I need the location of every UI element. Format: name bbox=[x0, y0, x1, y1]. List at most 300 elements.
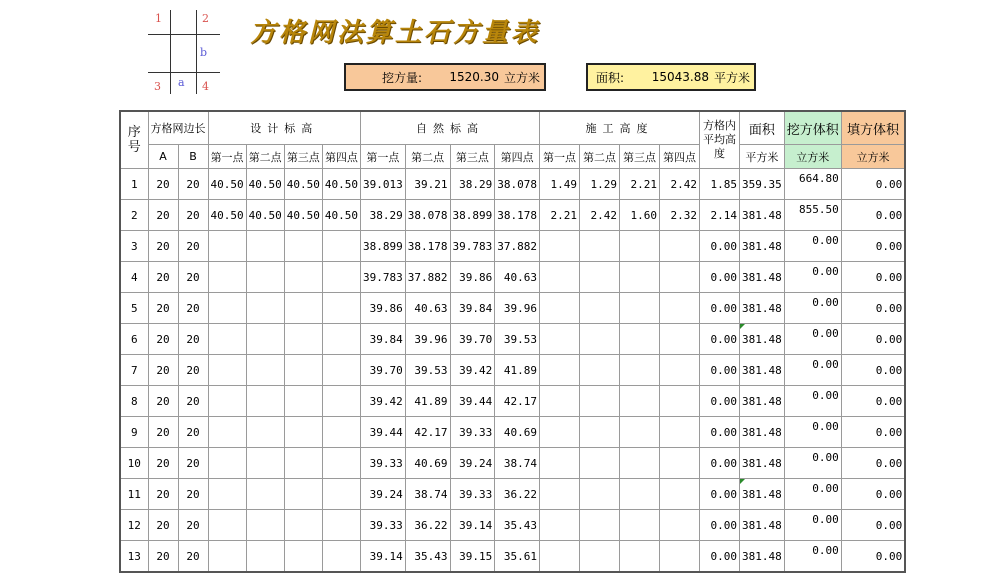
fill-volume-cell[interactable]: 0.00 bbox=[841, 448, 905, 479]
natural-elevation-cell[interactable]: 40.69 bbox=[495, 417, 540, 448]
design-elevation-cell[interactable] bbox=[322, 293, 360, 324]
side-a-cell[interactable]: 20 bbox=[148, 262, 178, 293]
construction-height-cell[interactable]: 2.21 bbox=[540, 200, 580, 231]
diagram-label-b: b bbox=[200, 46, 208, 59]
construction-height-cell[interactable] bbox=[580, 510, 620, 541]
diagram-hline-1 bbox=[148, 34, 220, 35]
construction-height-cell[interactable] bbox=[540, 479, 580, 510]
natural-elevation-cell[interactable]: 35.61 bbox=[495, 541, 540, 573]
construction-height-cell[interactable]: 2.32 bbox=[660, 200, 700, 231]
avg-height-cell[interactable]: 0.00 bbox=[700, 231, 740, 262]
avg-height-cell[interactable]: 0.00 bbox=[700, 541, 740, 573]
natural-elevation-cell[interactable]: 38.29 bbox=[450, 169, 495, 200]
avg-height-cell[interactable]: 0.00 bbox=[700, 324, 740, 355]
construction-height-cell[interactable] bbox=[660, 510, 700, 541]
header-design-p3: 第三点 bbox=[284, 145, 322, 169]
area-cell[interactable]: 381.48 bbox=[740, 324, 785, 355]
seq-cell[interactable]: 1 bbox=[120, 169, 148, 200]
cut-volume-cell[interactable]: 664.80 bbox=[784, 169, 841, 200]
design-elevation-cell[interactable] bbox=[208, 355, 246, 386]
natural-elevation-cell[interactable]: 39.14 bbox=[361, 541, 406, 573]
avg-height-cell[interactable]: 0.00 bbox=[700, 417, 740, 448]
design-elevation-cell[interactable] bbox=[284, 324, 322, 355]
construction-height-cell[interactable] bbox=[540, 541, 580, 573]
header-construction-p4: 第四点 bbox=[660, 145, 700, 169]
natural-elevation-cell[interactable]: 39.70 bbox=[361, 355, 406, 386]
cut-unit: 立方米 bbox=[503, 70, 540, 85]
design-elevation-cell[interactable] bbox=[246, 541, 284, 573]
construction-height-cell[interactable] bbox=[660, 324, 700, 355]
area-cell[interactable]: 381.48 bbox=[740, 293, 785, 324]
side-b-cell[interactable]: 20 bbox=[178, 324, 208, 355]
header-cut-unit: 立方米 bbox=[784, 145, 841, 169]
cut-volume-cell[interactable]: 0.00 bbox=[784, 448, 841, 479]
cut-value: 1520.30 bbox=[449, 70, 499, 84]
natural-elevation-cell[interactable]: 39.24 bbox=[361, 479, 406, 510]
area-cell[interactable]: 381.48 bbox=[740, 479, 785, 510]
side-a-cell[interactable]: 20 bbox=[148, 355, 178, 386]
design-elevation-cell[interactable] bbox=[322, 417, 360, 448]
construction-height-cell[interactable] bbox=[620, 324, 660, 355]
seq-cell[interactable]: 13 bbox=[120, 541, 148, 573]
design-elevation-cell[interactable] bbox=[208, 417, 246, 448]
design-elevation-cell[interactable] bbox=[246, 324, 284, 355]
fill-volume-cell[interactable]: 0.00 bbox=[841, 324, 905, 355]
construction-height-cell[interactable] bbox=[580, 448, 620, 479]
side-a-cell[interactable]: 20 bbox=[148, 448, 178, 479]
construction-height-cell[interactable]: 1.29 bbox=[580, 169, 620, 200]
table-row bbox=[120, 541, 905, 573]
seq-cell[interactable]: 10 bbox=[120, 448, 148, 479]
area-unit: 平方米 bbox=[713, 70, 750, 85]
seq-cell[interactable]: 5 bbox=[120, 293, 148, 324]
table-row bbox=[120, 510, 905, 541]
design-elevation-cell[interactable]: 40.50 bbox=[208, 169, 246, 200]
design-elevation-cell[interactable] bbox=[322, 541, 360, 573]
construction-height-cell[interactable] bbox=[660, 386, 700, 417]
natural-elevation-cell[interactable]: 39.33 bbox=[450, 479, 495, 510]
construction-height-cell[interactable] bbox=[580, 324, 620, 355]
side-a-cell[interactable]: 20 bbox=[148, 200, 178, 231]
natural-elevation-cell[interactable]: 40.63 bbox=[405, 293, 450, 324]
fill-volume-cell[interactable]: 0.00 bbox=[841, 417, 905, 448]
area-cell[interactable]: 359.35 bbox=[740, 169, 785, 200]
side-a-cell[interactable]: 20 bbox=[148, 386, 178, 417]
design-elevation-cell[interactable]: 40.50 bbox=[322, 200, 360, 231]
side-b-cell[interactable]: 20 bbox=[178, 169, 208, 200]
natural-elevation-cell[interactable]: 39.783 bbox=[361, 262, 406, 293]
natural-elevation-cell[interactable]: 39.21 bbox=[405, 169, 450, 200]
design-elevation-cell[interactable] bbox=[246, 448, 284, 479]
area-cell[interactable]: 381.48 bbox=[740, 448, 785, 479]
seq-cell[interactable]: 11 bbox=[120, 479, 148, 510]
construction-height-cell[interactable] bbox=[540, 448, 580, 479]
natural-elevation-cell[interactable]: 36.22 bbox=[405, 510, 450, 541]
area-cell[interactable]: 381.48 bbox=[740, 386, 785, 417]
area-cell[interactable]: 381.48 bbox=[740, 200, 785, 231]
design-elevation-cell[interactable] bbox=[208, 448, 246, 479]
construction-height-cell[interactable] bbox=[660, 293, 700, 324]
side-b-cell[interactable]: 20 bbox=[178, 541, 208, 573]
construction-height-cell[interactable] bbox=[540, 324, 580, 355]
design-elevation-cell[interactable] bbox=[246, 417, 284, 448]
area-summary-box bbox=[586, 63, 756, 91]
avg-height-cell[interactable]: 2.14 bbox=[700, 200, 740, 231]
construction-height-cell[interactable] bbox=[620, 262, 660, 293]
natural-elevation-cell[interactable]: 39.84 bbox=[361, 324, 406, 355]
construction-height-cell[interactable] bbox=[580, 479, 620, 510]
natural-elevation-cell[interactable]: 39.24 bbox=[450, 448, 495, 479]
header-fill-volume: 填方体积 bbox=[841, 111, 905, 145]
construction-height-cell[interactable] bbox=[540, 417, 580, 448]
avg-height-cell[interactable]: 0.00 bbox=[700, 355, 740, 386]
design-elevation-cell[interactable] bbox=[246, 293, 284, 324]
diagram-label-2: 2 bbox=[202, 12, 209, 25]
construction-height-cell[interactable] bbox=[620, 293, 660, 324]
area-cell[interactable]: 381.48 bbox=[740, 231, 785, 262]
table-row bbox=[120, 231, 905, 262]
table-row bbox=[120, 293, 905, 324]
cut-volume-cell[interactable]: 0.00 bbox=[784, 231, 841, 262]
header-natural-p4: 第四点 bbox=[495, 145, 540, 169]
seq-cell[interactable]: 7 bbox=[120, 355, 148, 386]
diagram-label-1: 1 bbox=[155, 12, 162, 25]
design-elevation-cell[interactable]: 40.50 bbox=[208, 200, 246, 231]
design-elevation-cell[interactable] bbox=[284, 541, 322, 573]
cut-volume-cell[interactable]: 0.00 bbox=[784, 262, 841, 293]
construction-height-cell[interactable] bbox=[620, 541, 660, 573]
design-elevation-cell[interactable] bbox=[322, 479, 360, 510]
area-cell[interactable]: 381.48 bbox=[740, 417, 785, 448]
construction-height-cell[interactable]: 1.49 bbox=[540, 169, 580, 200]
cut-summary-box bbox=[344, 63, 546, 91]
side-a-cell[interactable]: 20 bbox=[148, 510, 178, 541]
design-elevation-cell[interactable] bbox=[208, 541, 246, 573]
design-elevation-cell[interactable] bbox=[284, 448, 322, 479]
natural-elevation-cell[interactable]: 38.078 bbox=[495, 169, 540, 200]
area-cell[interactable]: 381.48 bbox=[740, 262, 785, 293]
design-elevation-cell[interactable]: 40.50 bbox=[246, 169, 284, 200]
cut-volume-cell[interactable]: 0.00 bbox=[784, 479, 841, 510]
seq-cell[interactable]: 9 bbox=[120, 417, 148, 448]
header-natural-p2: 第二点 bbox=[405, 145, 450, 169]
natural-elevation-cell[interactable]: 39.42 bbox=[361, 386, 406, 417]
natural-elevation-cell[interactable]: 39.783 bbox=[450, 231, 495, 262]
seq-cell[interactable]: 6 bbox=[120, 324, 148, 355]
avg-height-cell[interactable]: 0.00 bbox=[700, 262, 740, 293]
construction-height-cell[interactable] bbox=[620, 448, 660, 479]
natural-elevation-cell[interactable]: 39.013 bbox=[361, 169, 406, 200]
header-design-elevation: 设计标高 bbox=[208, 111, 361, 145]
construction-height-cell[interactable] bbox=[580, 293, 620, 324]
construction-height-cell[interactable]: 2.42 bbox=[660, 169, 700, 200]
side-a-cell[interactable]: 20 bbox=[148, 541, 178, 573]
natural-elevation-cell[interactable]: 40.63 bbox=[495, 262, 540, 293]
natural-elevation-cell[interactable]: 38.899 bbox=[361, 231, 406, 262]
side-b-cell[interactable]: 20 bbox=[178, 386, 208, 417]
construction-height-cell[interactable] bbox=[620, 417, 660, 448]
cut-volume-cell[interactable]: 0.00 bbox=[784, 355, 841, 386]
side-b-cell[interactable]: 20 bbox=[178, 200, 208, 231]
natural-elevation-cell[interactable]: 39.33 bbox=[361, 448, 406, 479]
side-a-cell[interactable]: 20 bbox=[148, 417, 178, 448]
header-natural-p3: 第三点 bbox=[450, 145, 495, 169]
side-a-cell[interactable]: 20 bbox=[148, 479, 178, 510]
table-row bbox=[120, 262, 905, 293]
design-elevation-cell[interactable] bbox=[246, 510, 284, 541]
natural-elevation-cell[interactable]: 36.22 bbox=[495, 479, 540, 510]
design-elevation-cell[interactable] bbox=[322, 386, 360, 417]
earthwork-table bbox=[119, 110, 906, 573]
construction-height-cell[interactable] bbox=[660, 262, 700, 293]
seq-cell[interactable]: 2 bbox=[120, 200, 148, 231]
design-elevation-cell[interactable] bbox=[208, 262, 246, 293]
seq-cell[interactable]: 12 bbox=[120, 510, 148, 541]
header-a: A bbox=[148, 145, 178, 169]
side-b-cell[interactable]: 20 bbox=[178, 479, 208, 510]
natural-elevation-cell[interactable]: 41.89 bbox=[495, 355, 540, 386]
avg-height-cell[interactable]: 0.00 bbox=[700, 510, 740, 541]
design-elevation-cell[interactable] bbox=[322, 262, 360, 293]
construction-height-cell[interactable] bbox=[540, 231, 580, 262]
design-elevation-cell[interactable]: 40.50 bbox=[322, 169, 360, 200]
side-a-cell[interactable]: 20 bbox=[148, 231, 178, 262]
construction-height-cell[interactable]: 1.60 bbox=[620, 200, 660, 231]
header-construction-p3: 第三点 bbox=[620, 145, 660, 169]
table-row bbox=[120, 169, 905, 200]
cut-volume-cell[interactable]: 0.00 bbox=[784, 510, 841, 541]
design-elevation-cell[interactable] bbox=[246, 386, 284, 417]
natural-elevation-cell[interactable]: 39.86 bbox=[361, 293, 406, 324]
construction-height-cell[interactable]: 2.21 bbox=[620, 169, 660, 200]
seq-cell[interactable]: 4 bbox=[120, 262, 148, 293]
area-cell[interactable]: 381.48 bbox=[740, 355, 785, 386]
construction-height-cell[interactable] bbox=[660, 355, 700, 386]
cut-volume-cell[interactable]: 855.50 bbox=[784, 200, 841, 231]
natural-elevation-cell[interactable]: 39.42 bbox=[450, 355, 495, 386]
design-elevation-cell[interactable] bbox=[322, 324, 360, 355]
diagram-hline-2 bbox=[148, 72, 220, 73]
grid-diagram bbox=[142, 8, 222, 98]
header-b: B bbox=[178, 145, 208, 169]
header-design-p4: 第四点 bbox=[322, 145, 360, 169]
natural-elevation-cell[interactable]: 37.882 bbox=[495, 231, 540, 262]
side-b-cell[interactable]: 20 bbox=[178, 355, 208, 386]
fill-volume-cell[interactable]: 0.00 bbox=[841, 355, 905, 386]
construction-height-cell[interactable] bbox=[620, 355, 660, 386]
natural-elevation-cell[interactable]: 39.33 bbox=[361, 510, 406, 541]
table-row bbox=[120, 324, 905, 355]
header-design-p1: 第一点 bbox=[208, 145, 246, 169]
construction-height-cell[interactable] bbox=[580, 541, 620, 573]
side-a-cell[interactable]: 20 bbox=[148, 293, 178, 324]
natural-elevation-cell[interactable]: 38.178 bbox=[495, 200, 540, 231]
table-row bbox=[120, 200, 905, 231]
design-elevation-cell[interactable] bbox=[208, 231, 246, 262]
design-elevation-cell[interactable] bbox=[284, 386, 322, 417]
header-construction-p1: 第一点 bbox=[540, 145, 580, 169]
design-elevation-cell[interactable] bbox=[246, 262, 284, 293]
design-elevation-cell[interactable] bbox=[284, 231, 322, 262]
side-a-cell[interactable]: 20 bbox=[148, 324, 178, 355]
seq-cell[interactable]: 3 bbox=[120, 231, 148, 262]
avg-height-cell[interactable]: 0.00 bbox=[700, 479, 740, 510]
natural-elevation-cell[interactable]: 39.70 bbox=[450, 324, 495, 355]
diagram-label-3: 3 bbox=[154, 80, 161, 93]
design-elevation-cell[interactable] bbox=[322, 355, 360, 386]
header-design-p2: 第二点 bbox=[246, 145, 284, 169]
natural-elevation-cell[interactable]: 39.86 bbox=[450, 262, 495, 293]
natural-elevation-cell[interactable]: 39.53 bbox=[405, 355, 450, 386]
area-label: 面积: bbox=[596, 70, 625, 85]
design-elevation-cell[interactable] bbox=[246, 231, 284, 262]
fill-volume-cell[interactable]: 0.00 bbox=[841, 479, 905, 510]
construction-height-cell[interactable] bbox=[580, 262, 620, 293]
design-elevation-cell[interactable] bbox=[284, 293, 322, 324]
design-elevation-cell[interactable]: 40.50 bbox=[284, 200, 322, 231]
side-b-cell[interactable]: 20 bbox=[178, 293, 208, 324]
natural-elevation-cell[interactable]: 41.89 bbox=[405, 386, 450, 417]
construction-height-cell[interactable] bbox=[540, 262, 580, 293]
natural-elevation-cell[interactable]: 35.43 bbox=[405, 541, 450, 573]
natural-elevation-cell[interactable]: 37.882 bbox=[405, 262, 450, 293]
design-elevation-cell[interactable] bbox=[284, 262, 322, 293]
design-elevation-cell[interactable]: 40.50 bbox=[284, 169, 322, 200]
area-cell[interactable]: 381.48 bbox=[740, 541, 785, 573]
construction-height-cell[interactable] bbox=[660, 541, 700, 573]
cut-volume-cell[interactable]: 0.00 bbox=[784, 324, 841, 355]
table-row bbox=[120, 479, 905, 510]
construction-height-cell[interactable] bbox=[580, 417, 620, 448]
diagram-label-4: 4 bbox=[202, 80, 209, 93]
construction-height-cell[interactable] bbox=[660, 479, 700, 510]
design-elevation-cell[interactable] bbox=[208, 324, 246, 355]
construction-height-cell[interactable] bbox=[580, 355, 620, 386]
construction-height-cell[interactable] bbox=[540, 293, 580, 324]
seq-cell[interactable]: 8 bbox=[120, 386, 148, 417]
construction-height-cell[interactable] bbox=[540, 510, 580, 541]
table-row bbox=[120, 386, 905, 417]
natural-elevation-cell[interactable]: 39.33 bbox=[450, 417, 495, 448]
design-elevation-cell[interactable] bbox=[322, 448, 360, 479]
natural-elevation-cell[interactable]: 38.078 bbox=[405, 200, 450, 231]
fill-volume-cell[interactable]: 0.00 bbox=[841, 386, 905, 417]
natural-elevation-cell[interactable]: 38.178 bbox=[405, 231, 450, 262]
side-b-cell[interactable]: 20 bbox=[178, 448, 208, 479]
side-b-cell[interactable]: 20 bbox=[178, 262, 208, 293]
diagram-label-a: a bbox=[178, 76, 185, 89]
construction-height-cell[interactable] bbox=[580, 231, 620, 262]
construction-height-cell[interactable] bbox=[620, 479, 660, 510]
cut-volume-cell[interactable]: 0.00 bbox=[784, 293, 841, 324]
construction-height-cell[interactable] bbox=[620, 510, 660, 541]
construction-height-cell[interactable]: 2.42 bbox=[580, 200, 620, 231]
design-elevation-cell[interactable] bbox=[284, 417, 322, 448]
fill-volume-cell[interactable]: 0.00 bbox=[841, 510, 905, 541]
construction-height-cell[interactable] bbox=[580, 386, 620, 417]
cut-volume-cell[interactable]: 0.00 bbox=[784, 417, 841, 448]
design-elevation-cell[interactable] bbox=[246, 355, 284, 386]
natural-elevation-cell[interactable]: 42.17 bbox=[405, 417, 450, 448]
header-grid-side: 方格网边长 bbox=[148, 111, 208, 145]
construction-height-cell[interactable] bbox=[660, 417, 700, 448]
natural-elevation-cell[interactable]: 39.53 bbox=[495, 324, 540, 355]
fill-volume-cell[interactable]: 0.00 bbox=[841, 293, 905, 324]
header-fill-unit: 立方米 bbox=[841, 145, 905, 169]
header-cut-volume: 挖方体积 bbox=[784, 111, 841, 145]
design-elevation-cell[interactable] bbox=[322, 231, 360, 262]
design-elevation-cell[interactable] bbox=[208, 510, 246, 541]
natural-elevation-cell[interactable]: 40.69 bbox=[405, 448, 450, 479]
area-value: 15043.88 bbox=[651, 70, 709, 84]
header-area-unit: 平方米 bbox=[740, 145, 785, 169]
design-elevation-cell[interactable] bbox=[322, 510, 360, 541]
design-elevation-cell[interactable] bbox=[284, 510, 322, 541]
avg-height-cell[interactable]: 0.00 bbox=[700, 448, 740, 479]
cut-volume-cell[interactable]: 0.00 bbox=[784, 386, 841, 417]
natural-elevation-cell[interactable]: 39.44 bbox=[361, 417, 406, 448]
header-construction-height: 施工高度 bbox=[540, 111, 700, 145]
side-b-cell[interactable]: 20 bbox=[178, 417, 208, 448]
header-construction-p2: 第二点 bbox=[580, 145, 620, 169]
construction-height-cell[interactable] bbox=[660, 448, 700, 479]
natural-elevation-cell[interactable]: 39.96 bbox=[495, 293, 540, 324]
construction-height-cell[interactable] bbox=[620, 386, 660, 417]
construction-height-cell[interactable] bbox=[660, 231, 700, 262]
natural-elevation-cell[interactable]: 39.96 bbox=[405, 324, 450, 355]
design-elevation-cell[interactable] bbox=[208, 293, 246, 324]
fill-volume-cell[interactable]: 0.00 bbox=[841, 541, 905, 573]
natural-elevation-cell[interactable]: 38.74 bbox=[405, 479, 450, 510]
header-natural-elevation: 自然标高 bbox=[361, 111, 540, 145]
natural-elevation-cell[interactable]: 39.15 bbox=[450, 541, 495, 573]
avg-height-cell[interactable]: 0.00 bbox=[700, 293, 740, 324]
header-area: 面积 bbox=[740, 111, 785, 145]
side-b-cell[interactable]: 20 bbox=[178, 510, 208, 541]
construction-height-cell[interactable] bbox=[540, 355, 580, 386]
natural-elevation-cell[interactable]: 42.17 bbox=[495, 386, 540, 417]
avg-height-cell[interactable]: 1.85 bbox=[700, 169, 740, 200]
side-b-cell[interactable]: 20 bbox=[178, 231, 208, 262]
area-cell[interactable]: 381.48 bbox=[740, 510, 785, 541]
construction-height-cell[interactable] bbox=[540, 386, 580, 417]
design-elevation-cell[interactable] bbox=[284, 355, 322, 386]
avg-height-cell[interactable]: 0.00 bbox=[700, 386, 740, 417]
design-elevation-cell[interactable] bbox=[284, 479, 322, 510]
table-row bbox=[120, 355, 905, 386]
natural-elevation-cell[interactable]: 35.43 bbox=[495, 510, 540, 541]
design-elevation-cell[interactable] bbox=[208, 479, 246, 510]
natural-elevation-cell[interactable]: 38.74 bbox=[495, 448, 540, 479]
natural-elevation-cell[interactable]: 39.44 bbox=[450, 386, 495, 417]
natural-elevation-cell[interactable]: 39.84 bbox=[450, 293, 495, 324]
natural-elevation-cell[interactable]: 38.29 bbox=[361, 200, 406, 231]
design-elevation-cell[interactable] bbox=[208, 386, 246, 417]
natural-elevation-cell[interactable]: 38.899 bbox=[450, 200, 495, 231]
fill-volume-cell[interactable]: 0.00 bbox=[841, 262, 905, 293]
fill-volume-cell[interactable]: 0.00 bbox=[841, 169, 905, 200]
natural-elevation-cell[interactable]: 39.14 bbox=[450, 510, 495, 541]
design-elevation-cell[interactable] bbox=[246, 479, 284, 510]
side-a-cell[interactable]: 20 bbox=[148, 169, 178, 200]
header-avg-height: 方格内平均高度 bbox=[700, 111, 740, 169]
design-elevation-cell[interactable]: 40.50 bbox=[246, 200, 284, 231]
fill-volume-cell[interactable]: 0.00 bbox=[841, 200, 905, 231]
cut-volume-cell[interactable]: 0.00 bbox=[784, 541, 841, 573]
page-title: 方格网法算土石方量表 bbox=[250, 18, 541, 48]
fill-volume-cell[interactable]: 0.00 bbox=[841, 231, 905, 262]
construction-height-cell[interactable] bbox=[620, 231, 660, 262]
